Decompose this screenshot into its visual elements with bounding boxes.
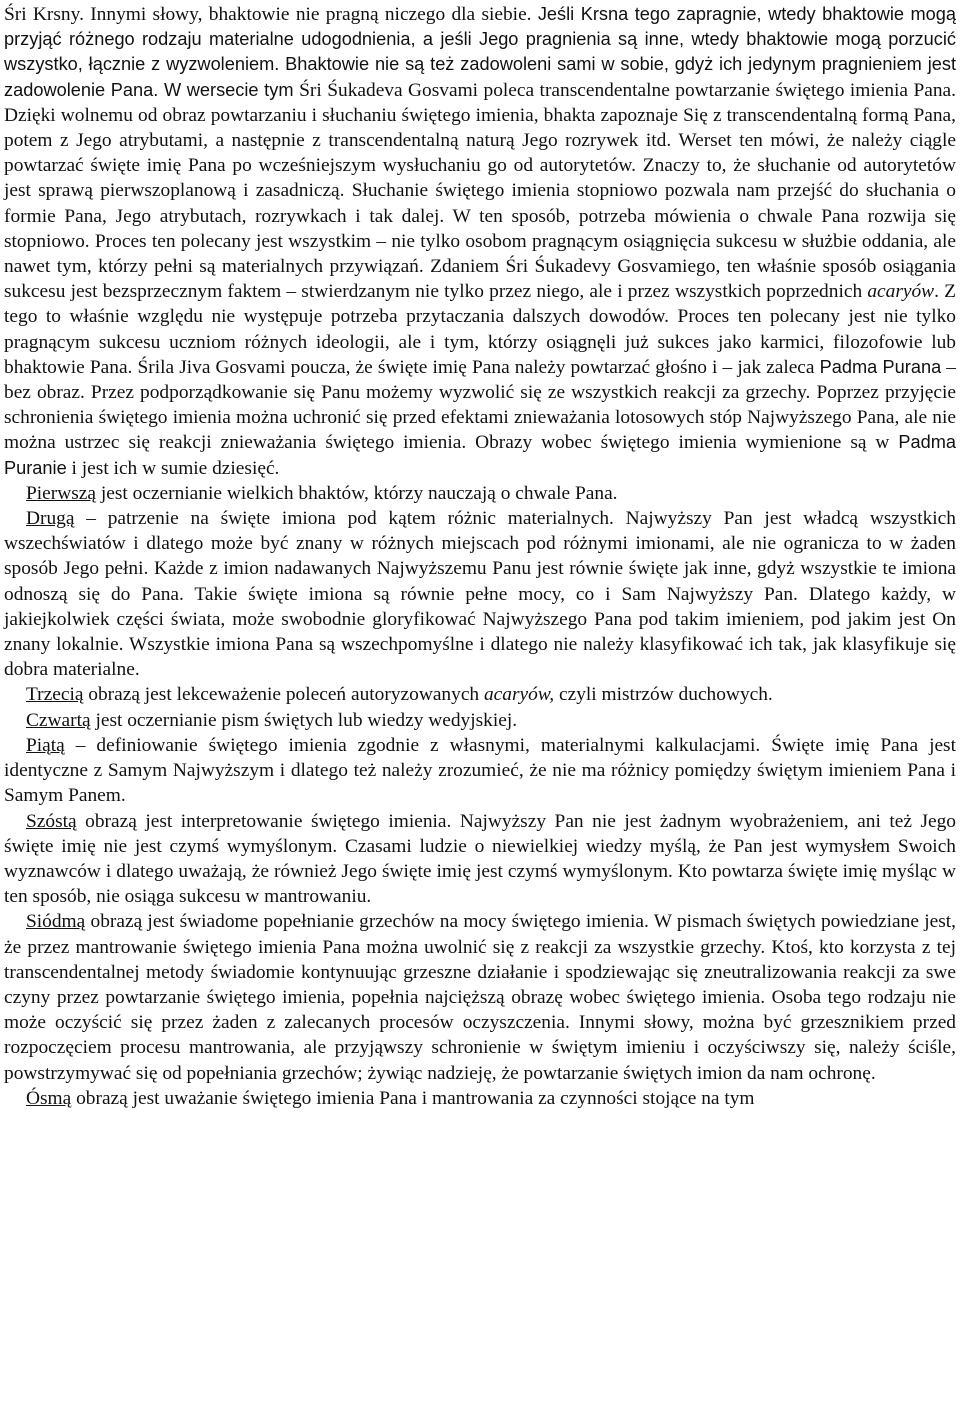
emphasized-term: acaryów, <box>483 684 555 706</box>
text-segment: Padma Purana <box>819 356 942 377</box>
paragraph <box>4 708 956 733</box>
document-page <box>4 2 956 1111</box>
ordinal-heading: Drugą <box>26 508 75 530</box>
ordinal-heading: Trzecią <box>26 684 84 706</box>
ordinal-heading: Ósmą <box>26 1087 72 1109</box>
paragraph <box>4 2 956 481</box>
ordinal-heading: Piątą <box>26 734 65 756</box>
text-segment: jest oczernianie wielkich bhaktów, którzy nauczają o chwale Pana. <box>96 482 618 504</box>
text-segment: Dzięki wolnemu od obraz powtarzaniu i słuchaniu świętego imienia, bhakta zapoznaje Się z transcendentalną formą Pana, potem z Jego atrybutami, a następnie z transcendentalną naturą Jego rozrywek itd. <box>4 104 956 152</box>
paragraph <box>4 1086 956 1111</box>
text-segment: Śri Krsny. Innymi słowy, bhaktowie nie pragną niczego dla siebie. <box>4 4 538 25</box>
ordinal-heading: Siódmą <box>26 911 86 933</box>
text-segment: obrazą jest uważanie świętego imienia Pana i mantrowania za czynności stojące na tym <box>71 1087 755 1109</box>
text-segment: – nie tylko osobom pragnącym osiągnięcia sukcesu w służbie oddania, ale nawet tym, którzy pełni są materialnych przywiązań. Zdaniem Śri Śukadevy Gosvamiego, ten właśnie sposób osiągania sukcesu jest bezsprzecznym faktem – stwierdzanym nie tylko przez niego, ale i przez wszystkich poprzednich <box>4 230 956 303</box>
ordinal-heading: Pierwszą <box>26 482 96 504</box>
text-segment: obrazą jest interpretowanie świętego imienia. Najwyższy Pan nie jest żadnym wyobrażeniem, ani też Jego święte imię nie jest czymś wymyślonym. Czasami ludzie o niewielkiej wiedzy myślą, że Pan jest wymysłem Swoich wyznawców i dlatego uważają, że również Jego święte imię jest czymś wymyślonym. Kto powtarza święte imię myśląc w ten sposób, nie osiąga sukcesu w mantrowaniu. <box>4 810 956 908</box>
text-segment: i jest ich w sumie dziesięć. <box>66 457 280 479</box>
ordinal-heading: Czwartą <box>26 709 91 731</box>
paragraph <box>4 909 956 1085</box>
text-segment: – bez obraz. Przez podporządkowanie się Panu możemy wyzwolić się ze wszystkich reakcji za grzechy. Poprzez przyjęcie schronienia świętego imienia można uchronić się przed efektami znieważania lotosowych stóp Najwyższego Pana, ale nie można ustrzec się reakcji znieważania świętego imienia. Obrazy wobec świętego imienia wymienione są w <box>4 356 956 454</box>
text-segment: – patrzenie na święte imiona pod kątem różnic materialnych. Najwyższy Pan jest władcą wszystkich wszechświatów i dlatego może być znany w różnych miejscach pod różnymi imionami, ale nie ogranicza to w żaden sposób Jego pełni. Każde z imion nadawanych Najwyższemu Panu jest równie święte jak inne, gdyż wszystkie te imiona odnoszą się do Pana. Takie święte imiona są równie pełne mocy, co i Sam Najwyższy Pan. Dlatego każdy, w jakiejkolwiek części świata, może swobodnie gloryfikować Najwyższego Pana pod takim imieniem, pod jakim jest On znany lokalnie. Wszystkie imiona Pana są wszechpomyślne i dlatego nie należy klasyfikować ich tak, jak klasyfikuje się dobra materialne. <box>4 508 956 681</box>
text-segment: czyli mistrzów duchowych. <box>554 684 773 706</box>
ordinal-heading: Szóstą <box>26 810 77 832</box>
text-segment: Śri Śukadeva Gosvami poleca transcendentalne powtarzanie świętego imienia Pana. <box>299 79 956 101</box>
text-segment: – definiowanie świętego imienia zgodnie z własnymi, materialnymi kalkulacjami. Święte imię Pana jest identyczne z Samym Najwyższym i dlatego też należy zrozumieć, że nie ma różnicy pomiędzy świętym imieniem Pana i Samym Panem. <box>4 734 956 807</box>
paragraph <box>4 809 956 910</box>
text-segment: Werset ten mówi, że należy ciągle powtarzać święte imię Pana po wcześniejszym wysłuchaniu go od autorytetów. Znaczy to, że słuchanie od autorytetów jest sprawą pierwszoplanową i zasadniczą. Słuchanie świętego imienia stopniowo pozwala nam przejść do słuchania o formie Pana, Jego atrybutach, rozrywkach i tak dalej. W ten sposób, potrzeba mówienia o chwale Pana rozwija się stopniowo. Proces ten polecany jest wszystkim <box>4 130 956 252</box>
paragraph <box>4 506 956 682</box>
emphasized-term: acaryów <box>867 281 935 303</box>
paragraph <box>4 682 956 707</box>
text-segment: Padma Puranie <box>4 432 956 478</box>
paragraph <box>4 481 956 506</box>
text-segment: Jeśli Krsna tego zapragnie, wtedy bhaktowie mogą przyjąć różnego rodzaju materialne udogodnienia, a jeśli Jego pragnienia są inne, wtedy bhaktowie mogą porzucić wszystko, łącznie z wyzwoleniem. Bhaktowie nie są też zadowoleni sami w sobie, gdyż ich jedynym pragnieniem jest zadowolenie Pana. W wersecie tym <box>4 4 956 100</box>
text-segment: . Z tego to właśnie względu nie występuje potrzeba przytaczania dalszych dowodów. Proces ten polecany jest nie tylko pragnącym sukcesu uczniom różnych ideologii, ale i tym, którzy osiągnęli już sukces jako karmici, filozofowie lub bhaktowie Pana. Śrila Jiva Gosvami poucza, że święte imię Pana należy powtarzać głośno i – jak zaleca <box>4 281 956 378</box>
paragraph <box>4 733 956 809</box>
text-segment: obrazą jest lekceważenie poleceń autoryzowanych <box>83 684 484 706</box>
text-segment: jest oczernianie pism świętych lub wiedzy wedyjskiej. <box>90 709 518 731</box>
text-segment: obrazą jest świadome popełnianie grzechów na mocy świętego imienia. W pismach świętych powiedziane jest, że przez mantrowanie świętego imienia Pana można uwolnić się z reakcji za wszystkie grzechy. Ktoś, kto korzysta z tej transcendentalnej metody świadomie kontynuując grzeszne działanie i spodziewając się zneutralizowania reakcji za swe czyny przez powtarzanie świętego imienia, popełnia najcięższą obrazę wobec świętego imienia. Osoba tego rodzaju nie może oczyścić się przez żaden z zalecanych procesów oczyszczenia. Innymi słowy, można być grzesznikiem przed rozpoczęciem procesu mantrowania, ale przyjąwszy schronienie w świętym imieniu i oczyściwszy się, należy ściśle, powstrzymywać się od popełniania grzechów; żywiąc nadzieję, że powtarzanie świętych imion da nam ochronę. <box>4 911 956 1084</box>
